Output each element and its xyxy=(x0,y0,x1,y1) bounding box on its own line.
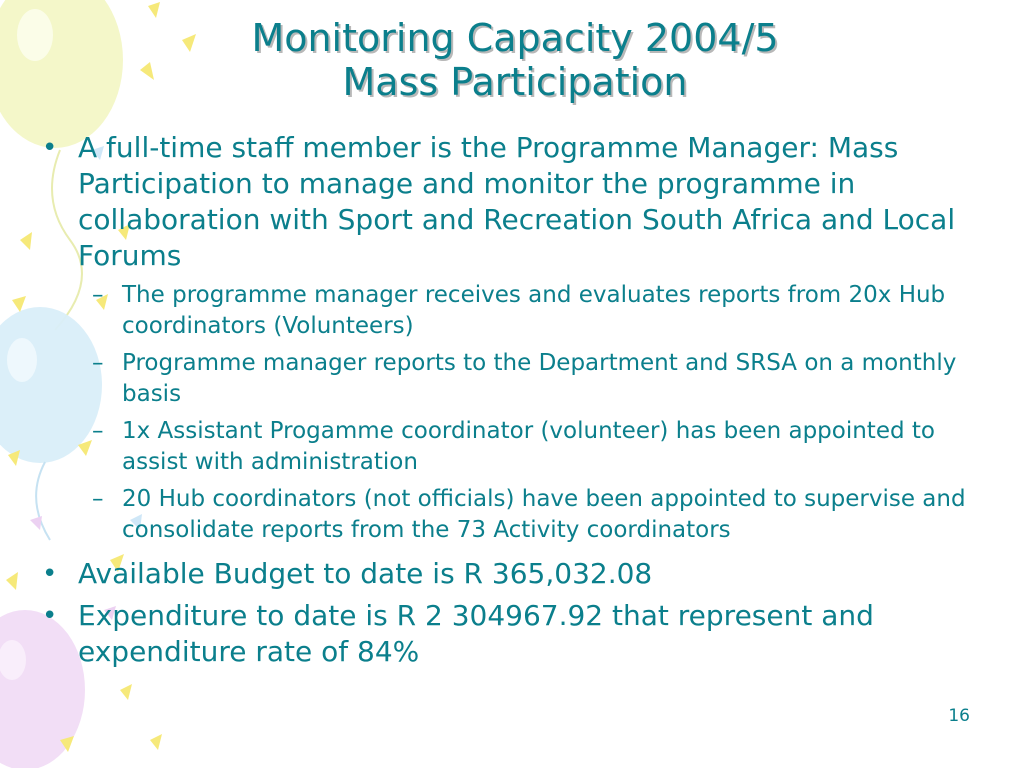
sub-bullet-item xyxy=(40,280,980,342)
sub-bullet-text: Programme manager reports to the Department and SRSA on a monthly basis xyxy=(122,350,957,407)
sub-bullet-item xyxy=(40,484,980,546)
page-number: 16 xyxy=(948,706,970,726)
balloon-yellow xyxy=(0,0,123,148)
sub-bullet-list xyxy=(40,280,980,546)
sub-bullet-text: 1x Assistant Progamme coordinator (volunteer) has been appointed to assist with administration xyxy=(122,418,935,475)
sub-bullet-marker: – xyxy=(92,418,104,444)
slide-title xyxy=(150,16,880,104)
sub-bullet-item xyxy=(40,416,980,478)
bullet-text: A full-time staff member is the Programme Manager: Mass Participation to manage and monitor the programme in collaboration with Sport and Recreation South Africa and Local Forums xyxy=(78,131,956,272)
sub-bullet-item xyxy=(40,348,980,410)
sub-bullet-marker: – xyxy=(92,486,104,512)
bullet-text: Available Budget to date is R 365,032.08 xyxy=(78,557,653,590)
title-line-2: Mass Participation xyxy=(342,60,688,104)
sub-bullet-text: 20 Hub coordinators (not officials) have been appointed to supervise and consolidate reports from the 73 Activity coordinators xyxy=(122,486,966,543)
sub-bullet-marker: – xyxy=(92,282,104,308)
bullet-marker: • xyxy=(42,133,58,163)
sub-bullet-text: The programme manager receives and evaluates reports from 20x Hub coordinators (Volunteers) xyxy=(122,282,946,339)
bullet-item xyxy=(40,556,980,592)
title-line-1: Monitoring Capacity 2004/5 xyxy=(251,16,779,60)
sub-bullet-marker: – xyxy=(92,350,104,376)
bullet-marker: • xyxy=(42,601,58,631)
bullet-item xyxy=(40,598,980,670)
balloon-yellow-highlight xyxy=(17,9,53,61)
bullet-marker: • xyxy=(42,559,58,589)
bullet-item xyxy=(40,130,980,274)
balloon-blue-highlight xyxy=(7,338,37,382)
slide-body xyxy=(40,130,980,672)
bullet-text: Expenditure to date is R 2 304967.92 that represent and expenditure rate of 84% xyxy=(78,599,874,668)
